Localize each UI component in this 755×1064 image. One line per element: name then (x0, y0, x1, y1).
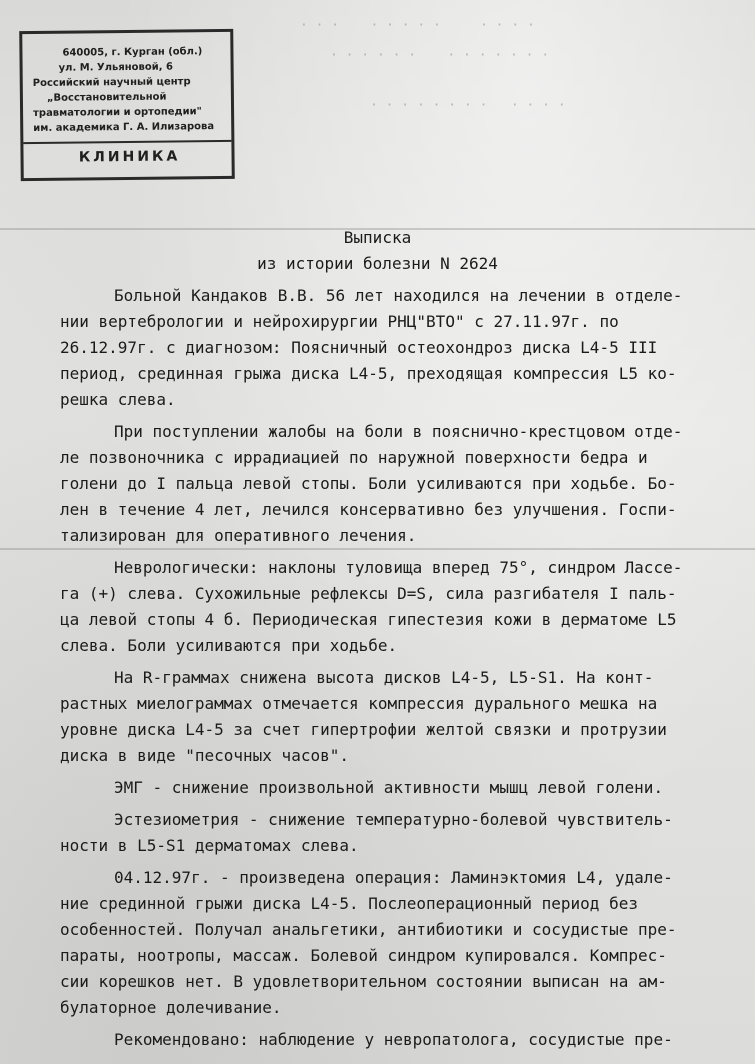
text-line: ности в L5-S1 дерматомах слева. (60, 836, 359, 855)
text-line: Больной Кандаков В.В. 56 лет находился на лечении в отделе- (114, 286, 683, 305)
document-title: Выписка (343, 228, 412, 247)
text-line: ЭМГ - снижение произвольной активности мышц левой голени. (114, 778, 664, 797)
text-line: период, срединная грыжа диска L4-5, преходящая компрессия L5 ко- (60, 364, 677, 383)
text-line: Эстезиометрия - снижение температурно-болевой чувствитель- (114, 810, 673, 829)
document-subtitle: из истории болезни N 2624 (257, 254, 498, 273)
text-line: ле позвоночника с иррадиацией по наружной поверхности бедра и (60, 448, 648, 467)
text-line: Рекомендовано: наблюдение у невропатолога, сосудистые пре- (114, 1030, 673, 1049)
stamp-line: ул. М. Ульяновой, 6 (58, 61, 174, 74)
stamp-line: Российский научный центр (32, 76, 191, 89)
text-line: уровне диска L4-5 за счет гипертрофии желтой связки и протрузии (60, 720, 667, 739)
text-line: га (+) слева. Сухожильные рефлексы D=S, сила разгибателя I паль- (60, 584, 677, 603)
text-line: ние срединной грыжи диска L4-5. Послеоперационный период без (60, 894, 638, 913)
bleed-through-text: · · · · · · · · · · · · (300, 18, 535, 33)
stamp-clinic-label: КЛИНИКА (78, 148, 181, 166)
bleed-through-text: · · · · · · · · · · · · · (330, 48, 550, 63)
text-line: Неврологически: наклоны туловища вперед 75°, синдром Лассе- (114, 558, 683, 577)
document-body (60, 283, 742, 1053)
text-line: 04.12.97г. - произведена операция: Ламинэктомия L4, удале- (114, 868, 673, 887)
stamp-line: травматологии и ортопедии" (33, 106, 202, 119)
text-line: При поступлении жалобы на боли в пояснично-крестцовом отде- (114, 422, 683, 441)
stamp-line: им. академика Г. А. Илизарова (33, 121, 215, 134)
text-line: 26.12.97г. с диагнозом: Поясничный остеохондроз диска L4-5 III (60, 338, 658, 357)
text-line: параты, ноотропы, массаж. Болевой синдром купировался. Компрес- (60, 946, 667, 965)
text-line: тализирован для оперативного лечения. (60, 526, 417, 545)
text-line: нии вертебрологии и нейрохирургии РНЦ"ВТО" с 27.11.97г. по (60, 312, 619, 331)
stamp-line: 640005, г. Курган (обл.) (62, 46, 203, 59)
text-line: решка слева. (60, 390, 176, 409)
text-line: особенностей. Получал анальгетики, антибиотики и сосудистые пре- (60, 920, 677, 939)
text-line: На R-граммах снижена высота дисков L4-5, L5-S1. На конт- (114, 668, 654, 687)
text-line: сии корешков нет. В удовлетворительном состоянии выписан на ам- (60, 972, 667, 991)
text-line: диска в виде "песочных часов". (60, 746, 349, 765)
text-line: лен в течение 4 лет, лечился консервативно без улучшения. Госпи- (60, 500, 677, 519)
text-line: булаторное долечивание. (60, 998, 282, 1017)
text-line: слева. Боли усиливаются при ходьбе. (60, 636, 398, 655)
clinic-stamp (19, 29, 235, 181)
text-line: голени до I пальца левой стопы. Боли усиливаются при ходьбе. Бо- (60, 474, 677, 493)
text-line: ца левой стопы 4 б. Периодическая гипестезия кожи в дерматоме L5 (60, 610, 677, 629)
stamp-line: „Восстановительной (46, 91, 167, 104)
bleed-through-text: · · · · · · · · · · · · (370, 98, 566, 113)
stamp-divider (23, 140, 231, 144)
text-line: растных миелограммах отмечается компрессия дурального мешка на (60, 694, 658, 713)
